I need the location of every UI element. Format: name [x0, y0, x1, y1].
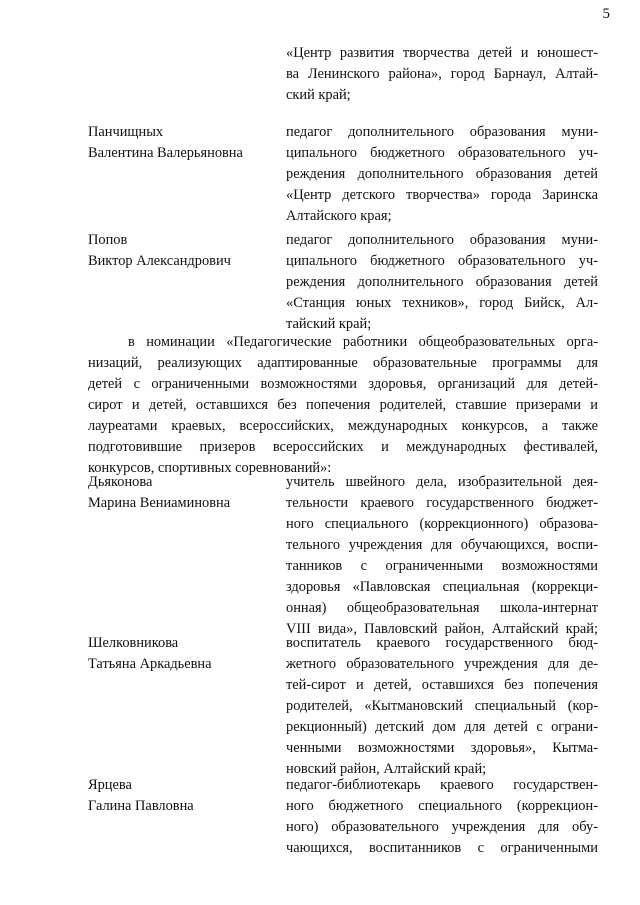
continuation-line: ва Ленинского района», город Барнаул, Алтай-	[286, 66, 598, 82]
nomination-line: конкурсов, спортивных соревнований»:	[88, 460, 332, 476]
person-description-line: реждения дополнительного образования детей	[286, 166, 598, 182]
nomination-line: подготовившие призеров всероссийских и международных фестивалей,	[88, 439, 598, 455]
person-description-line: тельности краевого государственного бюджет-	[286, 495, 598, 511]
person-description-line: педагог-библиотекарь краевого государствен-	[286, 777, 598, 793]
person-description-line: ного специального (коррекционного) образова-	[286, 516, 598, 532]
person-description-line: Алтайского края;	[286, 208, 392, 224]
page-number: 5	[602, 6, 610, 22]
person-description-line: реждения дополнительного образования детей	[286, 274, 598, 290]
person-description-line: воспитатель краевого государственного бюд-	[286, 635, 598, 651]
continuation-line: ский край;	[286, 87, 351, 103]
person-description-line: VIII вида», Павловский район, Алтайский край;	[286, 621, 598, 637]
person-description-line: ного бюджетного специального (коррекцион-	[286, 798, 598, 814]
person-description-line: тайский край;	[286, 316, 372, 332]
nomination-line: сирот и детей, оставшихся без попечения родителей, ставшие призерами и	[88, 397, 598, 413]
person-description-line: онная) общеобразовательная школа-интернат	[286, 600, 598, 616]
person-surname: Попов	[88, 232, 128, 248]
person-given-names: Татьяна Аркадьевна	[88, 656, 212, 672]
person-given-names: Марина Вениаминовна	[88, 495, 231, 511]
person-description-line: ципального бюджетного образовательного уч-	[286, 145, 598, 161]
nomination-line: лауреатами краевых, всероссийских, международных конкурсов, а также	[88, 418, 598, 434]
person-description-line: родителей, «Кытмановский специальный (кор-	[286, 698, 598, 714]
person-description-line: педагог дополнительного образования муни-	[286, 124, 598, 140]
person-description-line: танников с ограниченными возможностями	[286, 558, 598, 574]
nomination-line: детей с ограниченными возможностями здоровья, организаций для детей-	[88, 376, 598, 392]
person-surname: Панчищных	[88, 124, 164, 140]
person-description-line: «Станция юных техников», город Бийск, Ал-	[286, 295, 598, 311]
person-given-names: Виктор Александрович	[88, 253, 231, 269]
person-given-names: Галина Павловна	[88, 798, 194, 814]
nomination-line: в номинации «Педагогические работники общеобразовательных орга-	[128, 334, 598, 350]
person-description-line: учитель швейного дела, изобразительной дея-	[286, 474, 598, 490]
person-description-line: тей-сирот и детей, оставшихся без попечения	[286, 677, 598, 693]
person-description-line: ципального бюджетного образовательного уч-	[286, 253, 598, 269]
person-surname: Ярцева	[88, 777, 132, 793]
person-description-line: здоровья «Павловская специальная (коррекци-	[286, 579, 598, 595]
person-description-line: жетного образовательного учреждения для де-	[286, 656, 598, 672]
nomination-line: низаций, реализующих адаптированные образовательные программы для	[88, 355, 598, 371]
person-surname: Дьяконова	[88, 474, 153, 490]
person-surname: Шелковникова	[88, 635, 179, 651]
person-description-line: тельного учреждения для обучающихся, воспи-	[286, 537, 598, 553]
continuation-line: «Центр развития творчества детей и юношест-	[286, 45, 598, 61]
person-description-line: ченными возможностями здоровья», Кытма-	[286, 740, 598, 756]
person-description-line: педагог дополнительного образования муни-	[286, 232, 598, 248]
person-description-line: «Центр детского творчества» города Заринска	[286, 187, 598, 203]
person-description-line: новский район, Алтайский край;	[286, 761, 487, 777]
person-given-names: Валентина Валерьяновна	[88, 145, 243, 161]
person-description-line: рекционный) детский дом для детей с ограни-	[286, 719, 598, 735]
person-description-line: чающихся, воспитанников с ограниченными	[286, 840, 598, 856]
person-description-line: ного) образовательного учреждения для обу-	[286, 819, 598, 835]
